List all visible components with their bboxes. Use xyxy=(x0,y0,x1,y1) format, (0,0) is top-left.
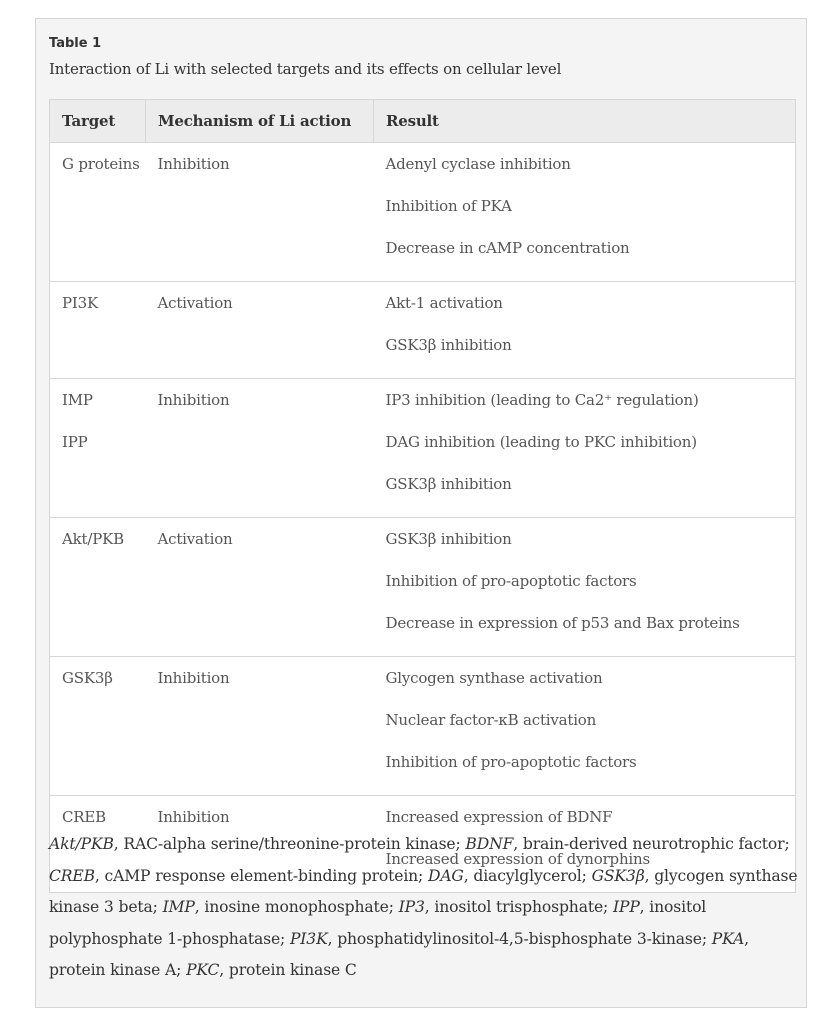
data-table xyxy=(49,99,796,893)
result-cell xyxy=(374,143,796,282)
mechanism-text: Inhibition xyxy=(157,155,230,173)
target-name: GSK3β xyxy=(62,669,113,687)
result-item: GSK3β inhibition xyxy=(385,530,512,548)
footnote-abbreviation: PKA xyxy=(711,929,745,948)
result-cell xyxy=(374,282,796,379)
mechanism-cell xyxy=(146,379,374,518)
header-row xyxy=(50,100,796,143)
footnote-definition: cAMP response element-binding protein xyxy=(104,866,419,885)
mechanism-text: Activation xyxy=(157,294,233,312)
target-cell xyxy=(50,143,146,282)
mechanism-text: Inhibition xyxy=(157,669,230,687)
footnote-abbreviation: Akt/PKB xyxy=(49,835,114,853)
footnote-abbreviation: IPP xyxy=(612,898,640,916)
table-row xyxy=(50,282,796,379)
footnote-abbreviation: BDNF xyxy=(465,835,514,853)
header-result: Result xyxy=(374,100,796,143)
target-name: IMP xyxy=(62,391,93,409)
result-item: Inhibition of pro-apoptotic factors xyxy=(385,572,637,590)
result-item: DAG inhibition (leading to PKC inhibition) xyxy=(385,433,697,451)
mechanism-text: Inhibition xyxy=(157,808,230,826)
target-name: IPP xyxy=(62,433,88,451)
target-name: PI3K xyxy=(62,294,98,312)
header-mechanism: Mechanism of Li action xyxy=(146,100,374,143)
footnote-abbreviation: CREB xyxy=(49,866,95,885)
footnote-definition: protein kinase C xyxy=(228,961,357,979)
table-body xyxy=(50,143,796,893)
mechanism-cell xyxy=(146,518,374,657)
footnote-abbreviation: PI3K xyxy=(289,929,328,948)
footnote-definition: RAC-alpha serine/threonine-protein kinase xyxy=(123,835,456,853)
result-item: Decrease in expression of p53 and Bax proteins xyxy=(385,614,740,632)
result-cell xyxy=(374,657,796,796)
footnote-definition: diacylglycerol xyxy=(473,866,582,885)
table-footnote: Akt/PKB, RAC-alpha serine/threonine-protein kinase; BDNF, brain-derived neurotrophic factor; CREB, cAMP response element-binding protein; DAG, diacylglycerol; GSK3β, glycogen synthase kinase 3 beta; IMP, inosine monophosphate; IP3, inositol trisphosphate; IPP, inositol polyphosphate 1-phosphatase; PI3K, phosphatidylinositol-4,5-bisphosphate 3-kinase; PKA, protein kinase A; PKC, protein kinase C xyxy=(49,835,798,979)
footnote-definition: inositol trisphosphate xyxy=(434,898,604,916)
result-item: Inhibition of pro-apoptotic factors xyxy=(385,753,637,771)
result-item: Inhibition of PKA xyxy=(385,197,512,215)
result-item: IP3 inhibition (leading to Ca2⁺ regulation) xyxy=(385,391,699,409)
footnote-definition: phosphatidylinositol-4,5-bisphosphate 3-kinase xyxy=(337,929,702,948)
mechanism-cell xyxy=(146,657,374,796)
target-name: CREB xyxy=(62,808,106,826)
mechanism-text: Inhibition xyxy=(157,391,230,409)
footnote-definition: glycogen synthase kinase 3 beta xyxy=(49,866,798,916)
mechanism-cell xyxy=(146,282,374,379)
footnote-definition: inositol polyphosphate 1-phosphatase xyxy=(49,898,707,948)
target-name: G proteins xyxy=(62,155,140,173)
result-item: GSK3β inhibition xyxy=(385,475,512,493)
result-item: Glycogen synthase activation xyxy=(385,669,603,687)
header-target: Target xyxy=(50,100,146,143)
result-item: Increased expression of BDNF xyxy=(385,808,613,826)
footnote-definition: brain-derived neurotrophic factor xyxy=(522,835,785,853)
mechanism-cell xyxy=(146,143,374,282)
result-item: Adenyl cyclase inhibition xyxy=(385,155,571,173)
result-cell xyxy=(374,518,796,657)
target-cell xyxy=(50,657,146,796)
target-cell xyxy=(50,379,146,518)
result-item: Nuclear factor-κB activation xyxy=(385,711,597,729)
table-row xyxy=(50,379,796,518)
result-cell xyxy=(374,379,796,518)
result-item: Akt-1 activation xyxy=(385,294,503,312)
table-label: Table 1 xyxy=(49,36,102,51)
target-cell xyxy=(50,518,146,657)
result-item: Decrease in cAMP concentration xyxy=(385,239,630,257)
table-row xyxy=(50,518,796,657)
target-cell xyxy=(50,282,146,379)
result-item: Increased expression of dynorphins xyxy=(385,850,650,868)
mechanism-text: Activation xyxy=(157,530,233,548)
footnote-definition: protein kinase A xyxy=(49,961,177,979)
footnote-abbreviation: DAG xyxy=(427,866,464,885)
target-name: Akt/PKB xyxy=(62,530,124,548)
footnote-abbreviation: IP3 xyxy=(398,898,425,916)
footnote-abbreviation: GSK3β xyxy=(591,866,645,885)
table-row xyxy=(50,657,796,796)
footnote-definition: inosine monophosphate xyxy=(204,898,389,916)
result-item: GSK3β inhibition xyxy=(385,336,512,354)
table-panel xyxy=(35,18,807,1008)
footnote-abbreviation: PKC xyxy=(186,961,220,979)
table-row xyxy=(50,143,796,282)
footnote-abbreviation: IMP xyxy=(162,898,195,916)
table-title: Interaction of Li with selected targets and its effects on cellular level xyxy=(49,60,562,78)
